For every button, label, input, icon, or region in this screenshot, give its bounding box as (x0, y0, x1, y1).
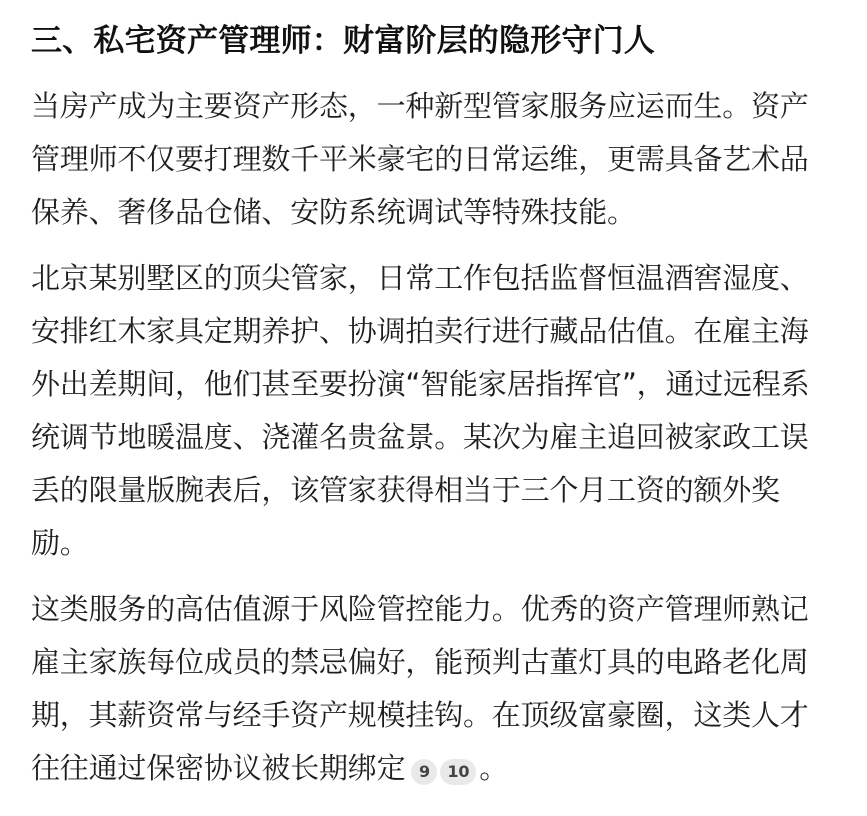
citation-badge-9[interactable]: 9 (411, 759, 437, 785)
section-heading: 三、私宅资产管理师：财富阶层的隐形守门人 (31, 23, 655, 59)
citation-badge-10[interactable]: 10 (440, 759, 476, 785)
paragraph-2: 北京某别墅区的顶尖管家，日常工作包括监督恒温酒窖湿度、安排红木家具定期养护、协调拍卖行进行藏品估值。在雇主海外出差期间，他们甚至要扮演“智能家居指挥官”，通过远程系统调节地暖温度、浇灌名贵盆景。某次为雇主追回被家政工误丢的限量版腕表后，该管家获得相当于三个月工资的额外奖励。 (31, 261, 810, 560)
citation-group (411, 741, 479, 794)
paragraph-3-text: 这类服务的高估值源于风险管控能力。优秀的资产管理师熟记雇主家族每位成员的禁忌偏好，能预判古董灯具的电路老化周期，其薪资常与经手资产规模挂钩。在顶级富豪圈，这类人才往往通过保密协议被长期绑定 (31, 592, 809, 785)
paragraph-3 (31, 583, 833, 797)
paragraph-3-end-punctuation: 。 (479, 751, 509, 785)
paragraph-1: 当房产成为主要资产形态，一种新型管家服务应运而生。资产管理师不仅要打理数千平米豪宅的日常运维，更需具备艺术品保养、奢侈品仓储、安防系统调试等特殊技能。 (31, 89, 809, 229)
